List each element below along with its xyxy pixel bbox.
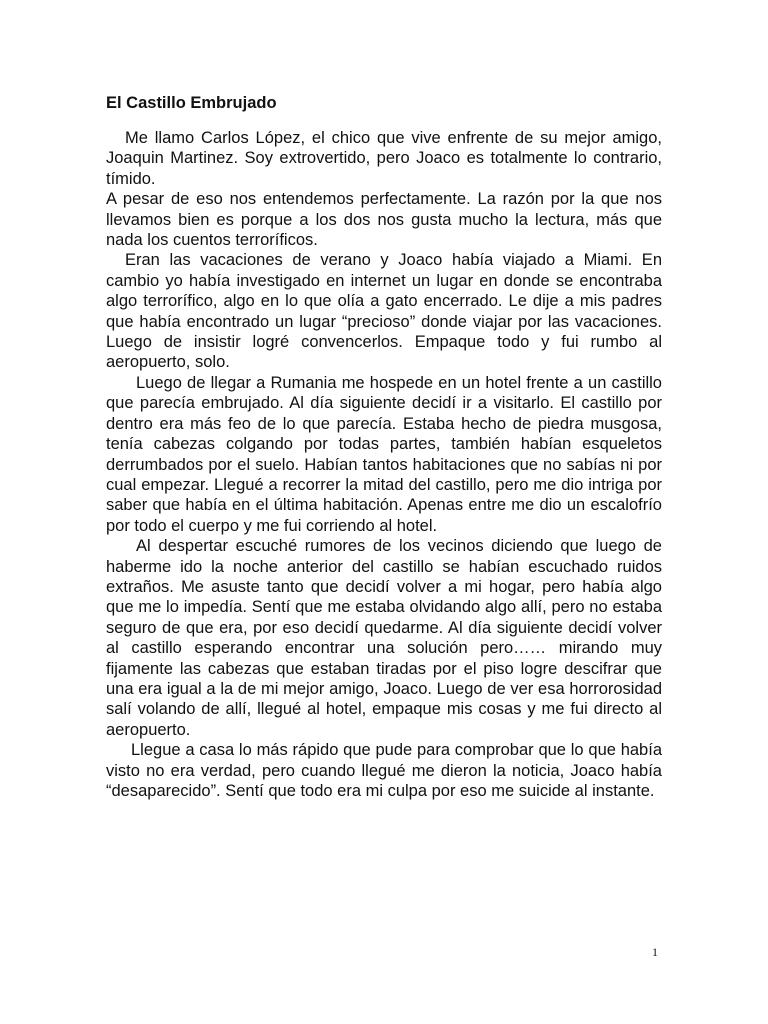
document-title: El Castillo Embrujado [106, 94, 277, 112]
document-page [106, 93, 662, 801]
paragraph-1: Me llamo Carlos López, el chico que vive enfrente de su mejor amigo, Joaquin Martinez. Soy extrovertido, pero Joaco es totalmente lo contrario, tímido. [106, 129, 662, 188]
paragraph-3: Eran las vacaciones de verano y Joaco había viajado a Miami. En cambio yo había investigado en internet un lugar en donde se encontraba algo terrorífico, algo en lo que olía a gato encerrado. Le dije a mis padres que había encontrado un lugar “precioso” donde viajar por las vacaciones. Luego de insistir logré convencerlos. Empaque todo y fui rumbo al aeropuerto, solo. [106, 251, 662, 372]
paragraph-5: Al despertar escuché rumores de los vecinos diciendo que luego de haberme ido la noche anterior del castillo se habían escuchado ruidos extraños. Me asuste tanto que decidí volver a mi hogar, pero había algo que me lo impedía. Sentí que me estaba olvidando algo allí, pero no estaba seguro de que era, por eso decidí quedarme. Al día siguiente decidí volver al castillo esperando encontrar una solución pero…… mirando muy fijamente las cabezas que estaban tiradas por el piso logre descifrar que una era igual a la de mi mejor amigo, Joaco. Luego de ver esa horrorosidad salí volando de allí, llegué al hotel, empaque mis cosas y me fui directo al aeropuerto. [106, 537, 662, 739]
paragraph-2: A pesar de eso nos entendemos perfectamente. La razón por la que nos llevamos bien es porque a los dos nos gusta mucho la lectura, más que nada los cuentos terroríficos. [106, 190, 662, 250]
paragraph-6: Llegue a casa lo más rápido que pude para comprobar que lo que había visto no era verdad, pero cuando llegué me dieron la noticia, Joaco había “desaparecido”. Sentí que todo era mi culpa por eso me suicide al instante. [106, 741, 662, 800]
paragraph-4: Luego de llegar a Rumania me hospede en un hotel frente a un castillo que parecía embrujado. Al día siguiente decidí ir a visitarlo. El castillo por dentro era más feo de lo que parecía. Estaba hecho de piedra musgosa, tenía cabezas colgando por todas partes, también habían esqueletos derrumbados por el suelo. Habían tantos habitaciones que no sabías ni por cual empezar. Llegué a recorrer la mitad del castillo, pero me dio intriga por saber que había en el última habitación. Apenas entre me dio un escalofrío por todo el cuerpo y me fui corriendo al hotel. [106, 373, 662, 535]
page-number: 1 [652, 945, 658, 959]
